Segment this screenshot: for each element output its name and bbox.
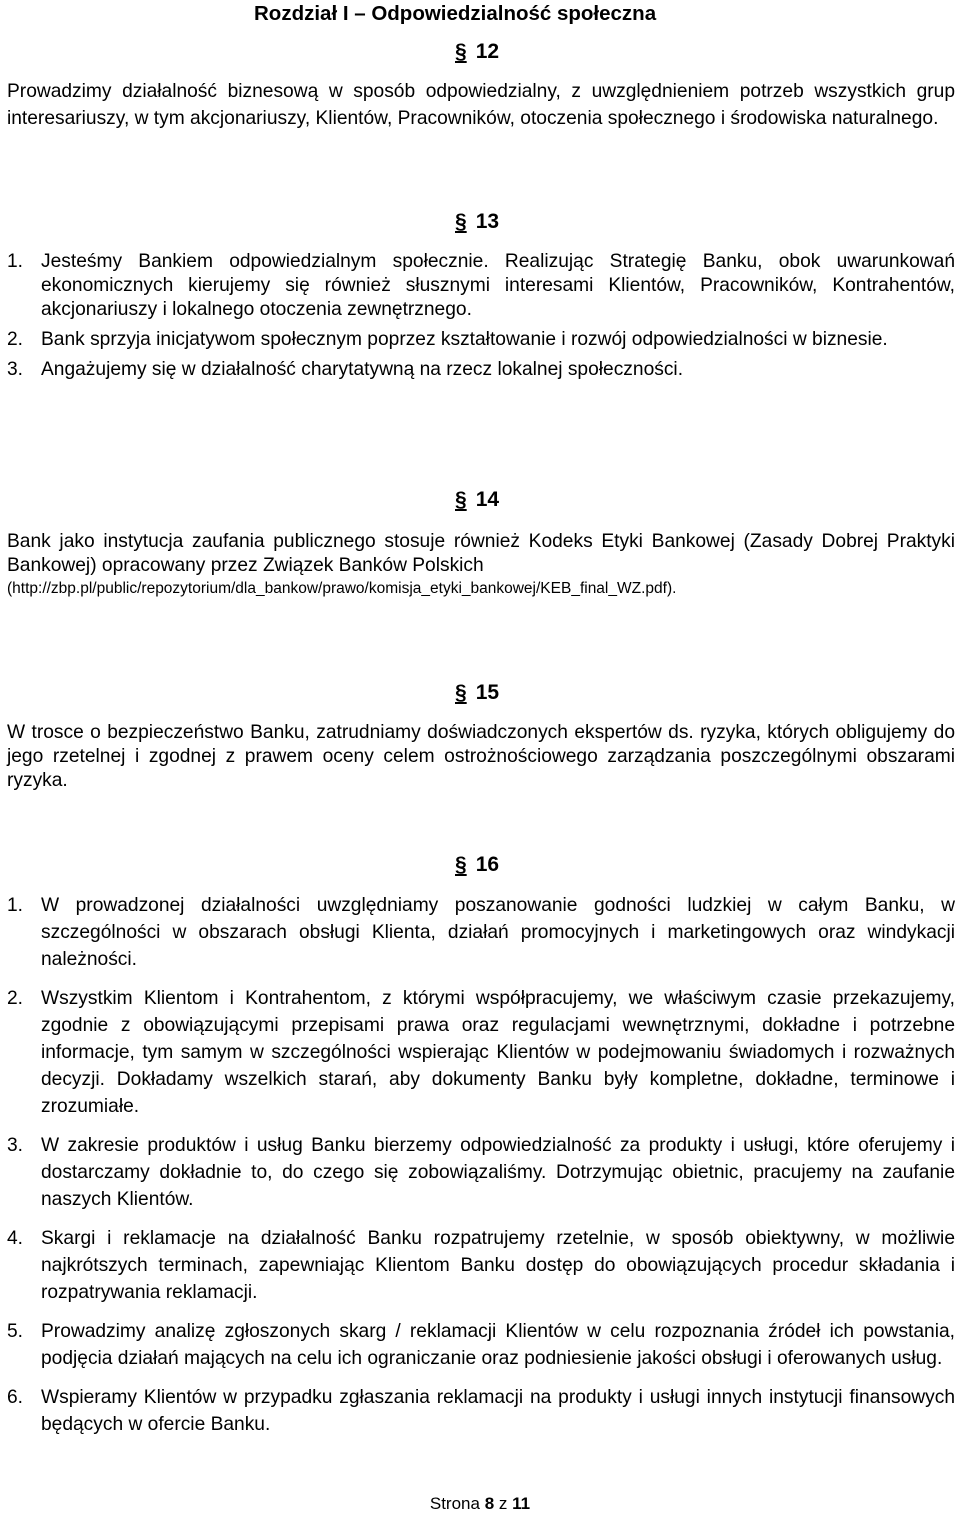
list-item [7, 328, 955, 352]
list-item-text: Jesteśmy Bankiem odpowiedzialnym społecznie. Realizując Strategię Banku, obok uwarunkowań ekonomicznych kierujemy się również słusznymi interesami Klientów, Pracowników, Kontrahentów, akcjonariuszy i lokalnego otoczenia zewnętrznego. [41, 251, 955, 320]
list-item-text: Angażujemy się w działalność charytatywną na rzecz lokalnej społeczności. [41, 359, 684, 380]
list-item-number: 5. [7, 1321, 24, 1342]
chapter-title: Rozdział I – Odpowiedzialność społeczna [254, 2, 657, 25]
list-item-text: Skargi i reklamacje na działalność Banku rozpatrujemy rzetelnie, w sposób obiektywny, w możliwie najkrótszych terminach, zapewniając Klientom Banku dostęp do obowiązujących procedur składania i rozpatrywania reklamacji. [41, 1228, 955, 1303]
section-number: 13 [475, 210, 500, 233]
list-item-number: 1. [7, 895, 24, 916]
list-item-text: Wszystkim Klientom i Kontrahentom, z którymi współpracujemy, we właściwym czasie przekazujemy, zgodnie z obowiązującymi przepisami prawa oraz regulacjami wewnętrznymi, dokładne i potrzebne informacje, tym samym w szczególności wspierając Klientów w podejmowaniu świadomych i rozważnych decyzji. Dokładamy wszelkich starań, aby dokumenty Banku były kompletne, dokładne, terminowe i zrozumiałe. [41, 988, 955, 1117]
list-item-number: 3. [7, 359, 24, 380]
section-heading-16 [455, 853, 499, 877]
section-number: 14 [475, 488, 500, 511]
list-item-number: 2. [7, 988, 24, 1009]
list-item-text: W prowadzonej działalności uwzględniamy poszanowanie godności ludzkiej w całym Banku, w szczególności w obszarach obsługi Klienta, działań promocyjnych i marketingowych oraz windykacji należności. [41, 895, 955, 970]
section-heading-15 [455, 681, 499, 705]
section-14-text: Bank jako instytucja zaufania publicznego stosuje również Kodeks Etyki Bankowej (Zasady Dobrej Praktyki Bankowej) opracowany przez Związek Banków Polskich [7, 531, 955, 576]
section-14-url: (http://zbp.pl/public/repozytorium/dla_bankow/prawo/komisja_etyki_bankowej/KEB_final_WZ.pdf). [7, 580, 677, 597]
list-item-text: Prowadzimy analizę zgłoszonych skarg / reklamacji Klientów w celu rozpoznania źródeł ich powstania, podjęcia działań mających na celu ich ograniczanie oraz podniesienie jakości obsługi i oferowanych usług. [41, 1321, 955, 1369]
list-item [7, 892, 955, 973]
section-number: 16 [475, 853, 500, 876]
section-symbol: § [455, 210, 467, 233]
section-16-list [7, 892, 955, 1450]
list-item-number: 3. [7, 1135, 24, 1156]
list-item [7, 250, 955, 322]
section-number: 12 [475, 40, 500, 63]
section-heading-13 [455, 210, 499, 234]
section-symbol: § [455, 488, 467, 511]
list-item [7, 358, 955, 382]
list-item [7, 1225, 955, 1306]
list-item-number: 4. [7, 1228, 24, 1249]
page-footer [0, 1494, 960, 1514]
footer-separator: z [498, 1494, 508, 1513]
list-item-number: 1. [7, 251, 24, 272]
list-item [7, 1318, 955, 1372]
section-15-paragraph: W trosce o bezpieczeństwo Banku, zatrudniamy doświadczonych ekspertów ds. ryzyka, których obligujemy do jego rzetelnej i zgodnej z prawem oceny celem ostrożnościowego zarządzania poszczególnymi obszarami ryzyka. [7, 722, 955, 791]
list-item [7, 985, 955, 1120]
section-14-paragraph [7, 530, 955, 600]
list-item [7, 1132, 955, 1213]
section-symbol: § [455, 40, 467, 63]
section-12-paragraph: Prowadzimy działalność biznesową w sposób odpowiedzialny, z uwzględnieniem potrzeb wszystkich grup interesariuszy, w tym akcjonariuszy, Klientów, Pracowników, otoczenia społecznego i środowiska naturalnego. [7, 81, 955, 129]
footer-current-page: 8 [484, 1494, 495, 1513]
section-symbol: § [455, 853, 467, 876]
list-item-number: 2. [7, 329, 24, 350]
list-item [7, 1384, 955, 1438]
section-heading-14 [455, 488, 499, 512]
footer-prefix: Strona [429, 1494, 480, 1513]
list-item-text: Bank sprzyja inicjatywom społecznym poprzez kształtowanie i rozwój odpowiedzialności w biznesie. [41, 329, 888, 350]
section-13-list [7, 250, 955, 382]
section-heading-12 [455, 40, 499, 64]
list-item-text: Wspieramy Klientów w przypadku zgłaszania reklamacji na produkty i usługi innych instytucji finansowych będących w ofercie Banku. [41, 1387, 955, 1435]
footer-total-pages: 11 [512, 1494, 531, 1513]
list-item-text: W zakresie produktów i usług Banku bierzemy odpowiedzialność za produkty i usługi, które oferujemy i dostarczamy dokładnie to, do czego się zobowiązaliśmy. Dotrzymując obietnic, pracujemy na zaufanie naszych Klientów. [41, 1135, 955, 1210]
section-number: 15 [475, 681, 500, 704]
section-symbol: § [455, 681, 467, 704]
list-item-number: 6. [7, 1387, 24, 1408]
